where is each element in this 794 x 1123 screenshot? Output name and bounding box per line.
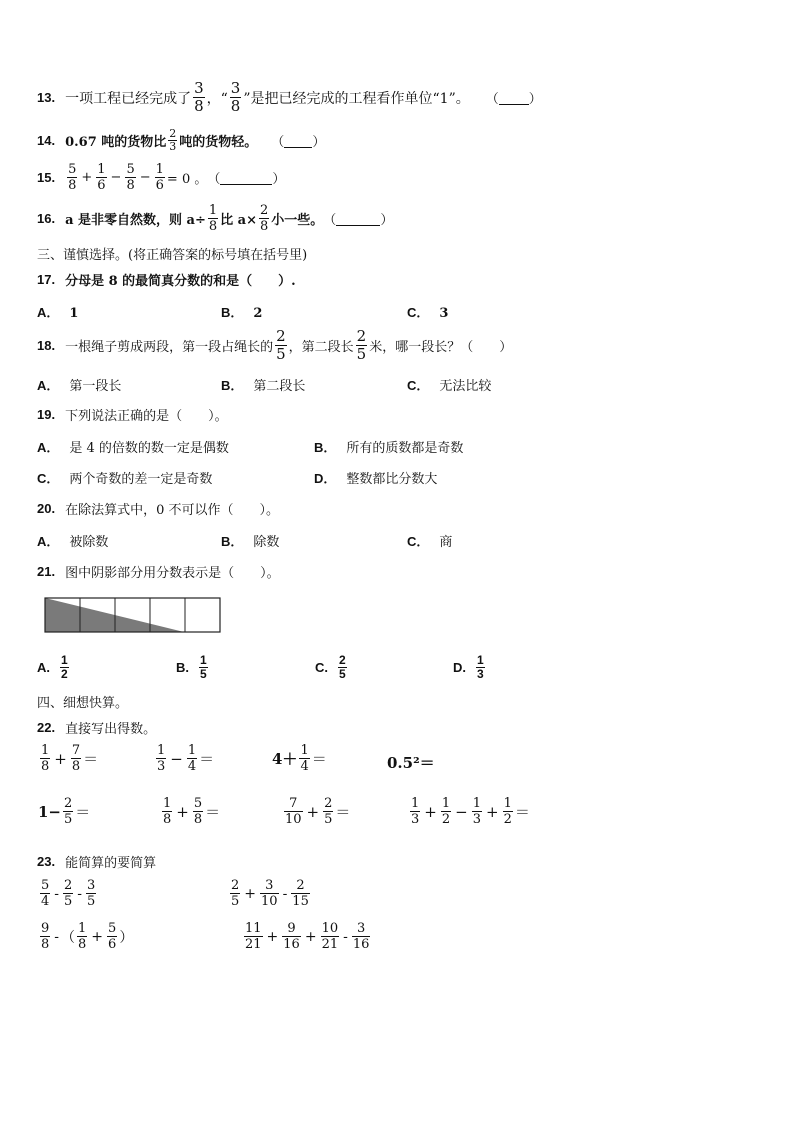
fraction: $\frac{1}{6}$: [155, 162, 164, 193]
question-text: 直接写出得数。: [65, 722, 157, 737]
fraction: $\frac{2}{8}$: [260, 203, 269, 234]
question-number: 18.: [37, 338, 56, 353]
question-text: 分母是 8 的最简真分数的和是（ ）.: [65, 274, 296, 289]
option-a[interactable]: A． 第一段长: [37, 378, 122, 394]
fraction: $\frac{2}{5}$: [276, 327, 286, 363]
option-d[interactable]: D. $\frac{1}{3}$: [453, 653, 484, 681]
option-b[interactable]: B． 除数: [221, 534, 280, 550]
option-b[interactable]: B． 第二段长: [221, 378, 306, 394]
question-text: ，“: [206, 90, 228, 107]
expression[interactable]: $\frac{2}{5}$ + $\frac{3}{10}$ - $\frac{2}{15}$: [231, 878, 309, 909]
expression[interactable]: $\frac{11}{21}$ + $\frac{9}{16}$ + $\frac{10}{21}$ - $\frac{3}{16}$: [245, 921, 370, 952]
question-18: [37, 328, 512, 363]
question-text: 米，哪一段长？（ ）: [369, 340, 513, 355]
calc-item[interactable]: 4＋ $\frac{1}{4}$ ＝: [272, 743, 327, 774]
expression[interactable]: $\frac{9}{8}$ - （ $\frac{1}{8}$ + $\frac{5}{6}$ ）: [41, 921, 134, 952]
question-number: 19.: [37, 407, 56, 422]
question-text: 图中阴影部分用分数表示是（ ）。: [65, 566, 280, 581]
question-text: 吨的货物轻。: [179, 135, 258, 150]
option-c[interactable]: C. $\frac{2}{5}$: [315, 653, 346, 681]
calc-item[interactable]: 1− $\frac{2}{5}$ ＝: [38, 796, 91, 827]
fraction: $\frac{3}{8}$: [194, 79, 204, 115]
question-text: ，第二段长: [288, 340, 354, 355]
calc-item[interactable]: $\frac{1}{8}$ + $\frac{7}{8}$ ＝: [41, 743, 99, 774]
question-22: [37, 718, 156, 737]
question-number: 14.: [37, 133, 56, 148]
fraction: $\frac{2}{5}$: [356, 327, 367, 363]
fraction: $\frac{1}{6}$: [97, 162, 106, 193]
question-number: 23.: [37, 854, 56, 869]
question-text: 下列说法正确的是（ ）。: [65, 409, 228, 424]
option-b[interactable]: B. $\frac{1}{5}$: [176, 653, 207, 681]
question-number: 20.: [37, 501, 56, 516]
question-text: = 0 。: [166, 172, 208, 187]
calc-item[interactable]: $\frac{7}{10}$ + $\frac{2}{5}$ ＝: [285, 796, 351, 827]
question-text: 0.67 吨的货物比: [65, 135, 167, 150]
question-20: [37, 499, 279, 518]
option-c[interactable]: C． 商: [407, 534, 453, 550]
option-a[interactable]: A． 被除数: [37, 534, 109, 550]
question-text: 一项工程已经完成了: [65, 90, 192, 107]
question-text: a 是非零自然数，则 a÷: [65, 213, 206, 228]
answer-blank[interactable]: （ ）: [271, 135, 326, 150]
fraction: $\frac{5}{8}$: [68, 162, 77, 193]
question-13: [37, 80, 542, 115]
calc-item[interactable]: $\frac{1}{8}$ + $\frac{5}{8}$ ＝: [163, 796, 221, 827]
question-text: ”是把已经完成的工程看作单位“1”。: [243, 90, 470, 107]
question-16: [37, 203, 393, 234]
option-a[interactable]: A. $\frac{1}{2}$: [37, 653, 68, 681]
option-c[interactable]: C． 无法比较: [407, 378, 492, 394]
option-b[interactable]: B． 所有的质数都是奇数: [314, 440, 464, 456]
question-number: 15.: [37, 170, 56, 185]
question-15: 15. $\frac{5}{8}$ + $\frac{1}{6}$ − $\frac{5}{8}$ − $\frac{1}{6}$ = 0 。 （ ）: [37, 162, 286, 193]
question-text: 一根绳子剪成两段，第一段占绳长的: [65, 340, 274, 355]
question-number: 16.: [37, 211, 56, 226]
question-number: 22.: [37, 720, 56, 735]
question-text: 小一些。: [271, 213, 324, 228]
option-c[interactable]: C． 两个奇数的差一定是奇数: [37, 471, 213, 487]
section-heading-4: 四、细想快算。: [37, 696, 129, 711]
option-a[interactable]: A． 1: [37, 305, 79, 321]
question-number: 21.: [37, 564, 56, 579]
calc-item[interactable]: 0.5²＝: [387, 754, 435, 772]
option-c[interactable]: C． 3: [407, 305, 449, 321]
question-17: [37, 270, 296, 289]
answer-blank[interactable]: （ ）: [207, 172, 286, 187]
fraction: $\frac{2}{3}$: [169, 127, 177, 153]
question-14: [37, 128, 325, 153]
question-text: 在除法算式中，0 不可以作（ ）。: [65, 503, 279, 518]
fraction: $\frac{5}{8}$: [126, 162, 135, 193]
option-b[interactable]: B． 2: [221, 305, 263, 321]
option-a[interactable]: A． 是 4 的倍数的数一定是偶数: [37, 440, 229, 456]
calc-item[interactable]: $\frac{1}{3}$ − $\frac{1}{4}$ ＝: [157, 743, 215, 774]
question-text: 比 a×: [220, 213, 257, 228]
calc-item[interactable]: $\frac{1}{3}$ + $\frac{1}{2}$ − $\frac{1}{3}$ + $\frac{1}{2}$ ＝: [411, 796, 530, 827]
shaded-rectangle-figure: [44, 596, 222, 634]
question-19: [37, 405, 228, 424]
fraction: $\frac{3}{8}$: [230, 79, 241, 115]
answer-blank[interactable]: （ ）: [485, 92, 542, 107]
fraction: $\frac{1}{8}$: [208, 203, 218, 234]
option-d[interactable]: D． 整数都比分数大: [314, 471, 438, 487]
question-23: [37, 852, 156, 871]
question-text: 能简算的要简算: [65, 856, 157, 871]
question-21: [37, 562, 280, 581]
question-number: 17.: [37, 272, 56, 287]
section-heading-3: 三、谨慎选择。(将正确答案的标号填在括号里): [37, 248, 308, 263]
expression[interactable]: $\frac{5}{4}$ - $\frac{2}{5}$ - $\frac{3}{5}$: [41, 878, 96, 909]
answer-blank[interactable]: （ ）: [323, 213, 394, 228]
question-number: 13.: [37, 90, 56, 105]
